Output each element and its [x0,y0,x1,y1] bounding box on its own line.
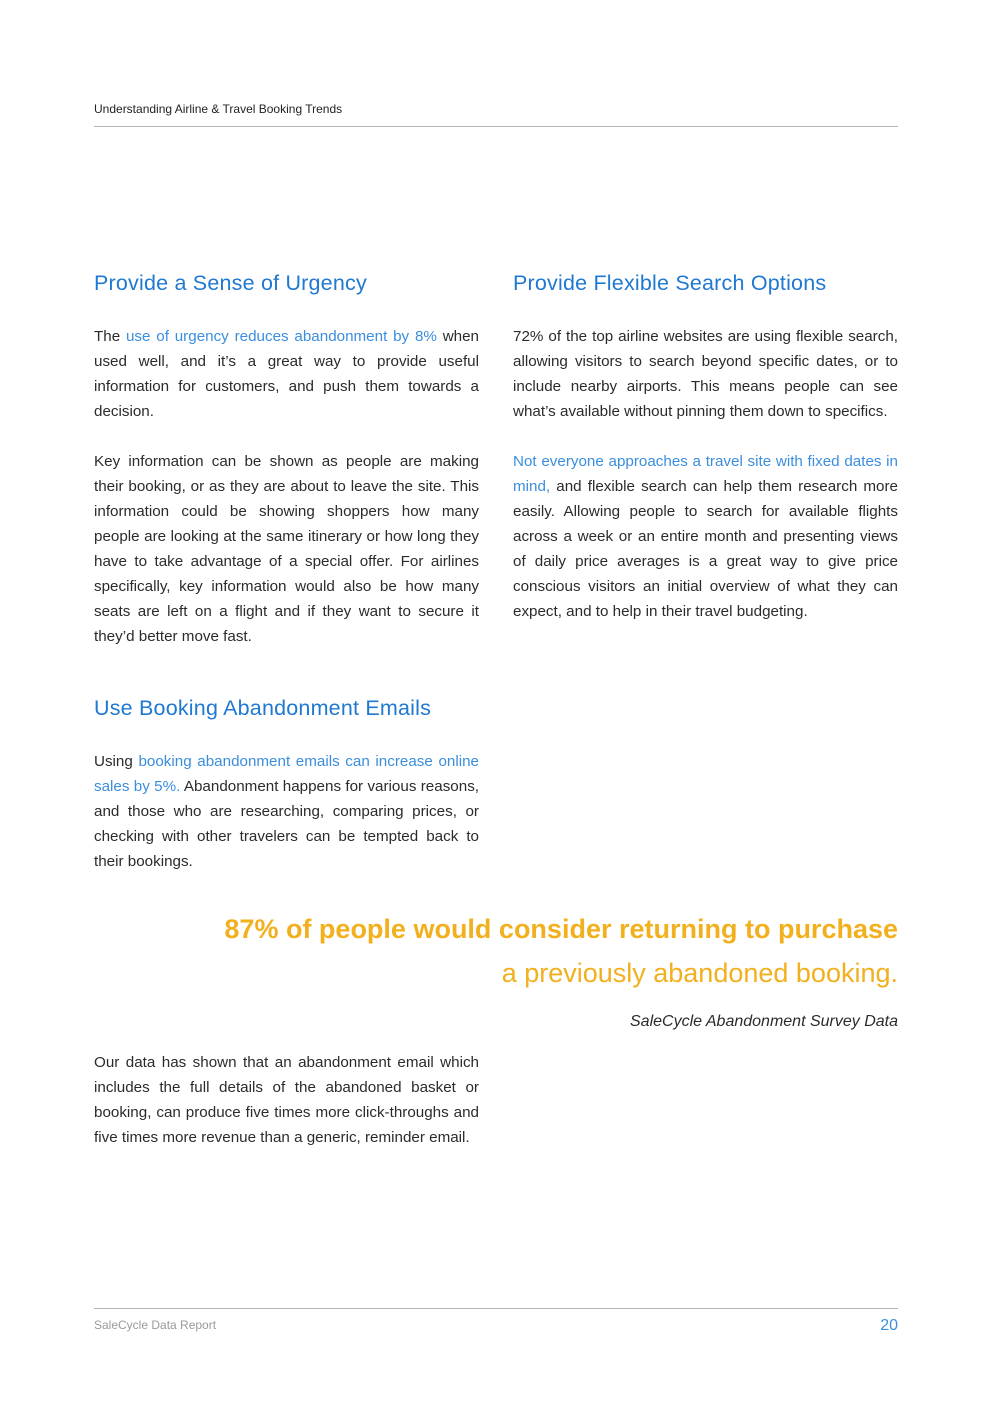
emails-p1-post: Abandonment happens for various reasons, and those who are researching, comparing prices, or checking with other travelers can be tempted back to their bookings. [94,778,480,870]
footer-divider [94,1308,898,1309]
flexible-p2-post: and flexible search can help them research more easily. Allowing people to search for available flights across a week or an entire month and presenting views of daily price averages is a great way to give price conscious visitors an initial overview of what they can expect, and to help in their travel budgeting. [513,478,898,620]
footer-label: SaleCycle Data Report [94,1318,217,1332]
pull-quote-line-1: 87% of people would consider returning to purchase [224,914,898,944]
pull-quote-source: SaleCycle Abandonment Survey Data [630,1013,898,1030]
urgency-paragraph-2: Key information can be shown as people are making their booking, or as they are about to leave the site. This information could be showing shoppers how many people are looking at the same itinerary or how long they have to take advantage of a special offer. For airlines specifically, key information would also be how many seats are left on a flight and if they want to secure it they’d better move fast. [94,453,479,645]
urgency-heading: Provide a Sense of Urgency [94,271,367,295]
section-emails [94,696,479,874]
urgency-stat-link[interactable]: use of urgency reduces abandonment by 8% [125,328,437,345]
flexible-paragraph-1: 72% of the top airline websites are using flexible search, allowing visitors to search beyond specific dates, or to include nearby airports. This means people can see what’s available without pinning them down to specifics. [513,328,898,420]
emails-heading: Use Booking Abandonment Emails [94,696,432,720]
flexible-paragraph-2 [513,449,898,624]
emails-paragraph-1 [94,749,479,874]
emails-stat-link[interactable]: booking abandonment emails can increase online sales by 5%. [94,753,479,795]
section-urgency [94,271,479,649]
flexible-heading: Provide Flexible Search Options [513,271,827,295]
header-divider [94,126,898,127]
section-closing [94,1050,479,1150]
urgency-paragraph-1 [94,324,479,424]
pull-quote-line-2: a previously abandoned booking. [501,958,898,988]
flexible-link[interactable]: Not everyone approaches a travel site with fixed dates in mind, [513,453,898,495]
closing-paragraph: Our data has shown that an abandonment email which includes the full details of the abandoned basket or booking, can produce five times more click-throughs and five times more revenue than a generic, reminder email. [94,1054,479,1146]
urgency-p1-post: when used well, and it’s a great way to provide useful information for customers, and push them towards a decision. [94,328,479,420]
urgency-p1-pre: The [94,328,126,345]
running-header: Understanding Airline & Travel Booking Trends [94,102,343,116]
page-number: 20 [880,1317,898,1334]
emails-p1-pre: Using [94,753,139,770]
section-flexible-search [513,271,898,624]
